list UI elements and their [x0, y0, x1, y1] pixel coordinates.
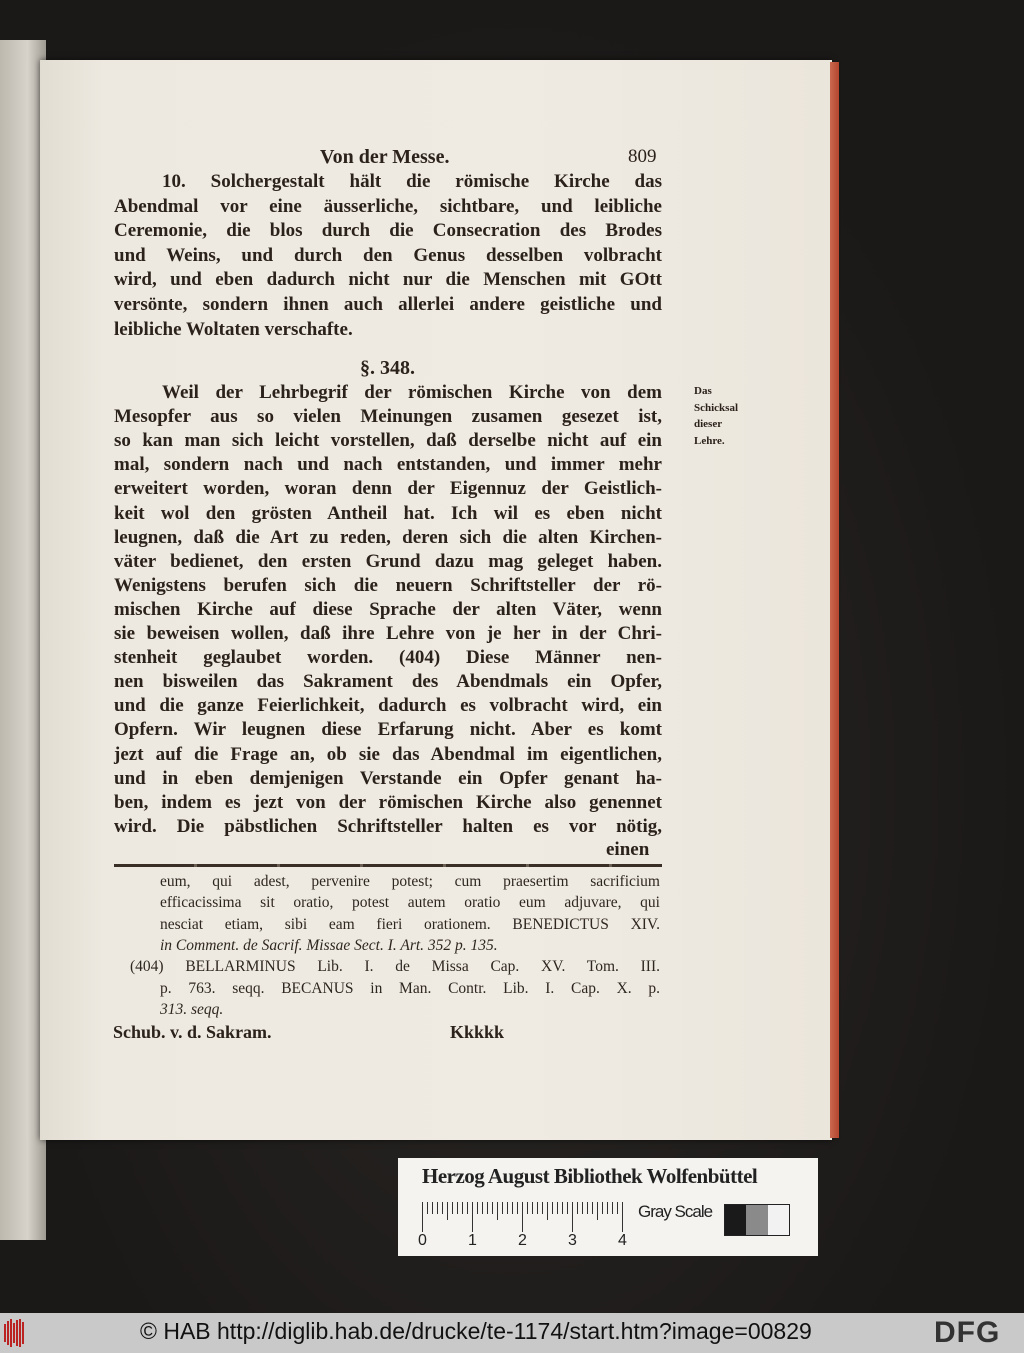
paragraph1-line: und Weins, und durch den Genus desselben volbracht — [114, 244, 662, 266]
footnote-rule — [114, 864, 662, 867]
paragraph2-line: jezt auf die Frage an, ob sie das Abendmal im eigentlichen, — [114, 743, 662, 765]
paragraph2-line: keit wol den grösten Antheil hat. Ich wil es eben nicht — [114, 502, 662, 524]
margin-note-line: Das — [694, 385, 712, 397]
paragraph2-line: und in eben demjenigen Verstande ein Opfer genant ha- — [114, 767, 662, 789]
ruler-tick — [602, 1202, 603, 1214]
copyright-url-link[interactable]: © HAB http://diglib.hab.de/drucke/te-1174/start.htm?image=00829 — [140, 1318, 812, 1344]
running-head: Von der Messe. — [320, 146, 450, 168]
ruler-tick — [507, 1202, 508, 1214]
gray-scale-swatch — [724, 1204, 790, 1236]
ruler-tick — [502, 1202, 503, 1214]
ruler-tick — [522, 1202, 523, 1232]
paragraph2-line: mal, sondern nach und nach entstanden, und immer mehr — [114, 454, 662, 476]
paragraph2-line: leugnen, daß die Art zu reden, deren sich die alten Kirchen- — [114, 526, 662, 548]
paragraph1-line: versönte, sondern ihnen auch allerlei andere geistliche und — [114, 294, 662, 315]
ruler-tick — [482, 1202, 483, 1214]
ruler-tick — [472, 1202, 473, 1232]
paragraph1-line: 10. Solchergestalt hält die römische Kirche das — [162, 171, 662, 192]
ruler-tick — [442, 1202, 443, 1214]
ruler-tick — [527, 1202, 528, 1214]
paragraph2-line: nen bisweilen das Sakrament des Abendmals ein Opfer, — [114, 671, 662, 693]
ruler-tick — [537, 1202, 538, 1214]
gray-scale-label: Gray Scale — [638, 1202, 713, 1221]
ruler-label: 4 — [618, 1232, 627, 1249]
paragraph2-line: mischen Kirche auf diese Sprache der alten Väter, wenn — [114, 598, 662, 620]
ruler-tick — [462, 1202, 463, 1214]
ruler-label: 3 — [568, 1232, 577, 1249]
footnote-line: nesciat etiam, sibi eam fieri orationem. BENEDICTUS XIV. — [160, 915, 660, 933]
paragraph1-line: leibliche Woltaten verschafte. — [114, 318, 353, 340]
ruler-tick — [582, 1202, 583, 1214]
ruler-tick — [577, 1202, 578, 1214]
ruler-label: 1 — [468, 1232, 477, 1249]
margin-note-line: Schicksal — [694, 401, 739, 414]
signature-line: Schub. v. d. Sakram. — [113, 1022, 272, 1042]
library-name: Herzog August Bibliothek Wolfenbüttel — [422, 1164, 758, 1188]
footnote-line: eum, qui adest, pervenire potest; cum praesertim sacrificium — [160, 873, 660, 890]
footnote-line: 313. seqq. — [160, 1000, 224, 1018]
paragraph2-line: ben, indem es jezt von der römischen Kirche also genennet — [114, 791, 662, 813]
ruler-tick — [597, 1202, 598, 1220]
paragraph2-line: stenheit geglaubet worden. (404) Diese Männer nen- — [114, 647, 662, 669]
page-number: 809 — [628, 146, 657, 167]
color-target-card — [398, 1158, 818, 1256]
paragraph2-line: Wenigstens berufen sich die neuern Schriftsteller der rö- — [114, 574, 662, 596]
margin-note-line: Lehre. — [694, 434, 725, 447]
ruler-tick — [547, 1202, 548, 1220]
paragraph2-line: Opfern. Wir leugnen diese Erfarung nicht. Aber es komt — [114, 719, 662, 741]
ruler-tick — [492, 1202, 493, 1214]
paragraph2-line: wird. Die päbstlichen Schriftsteller halten es vor nötig, — [114, 815, 662, 837]
paragraph2-line: und die ganze Feierlichkeit, dadurch es volbracht wird, ein — [114, 695, 662, 717]
dfg-logo: DFG — [934, 1316, 1001, 1349]
paragraph1-line: Abendmal vor eine äusserliche, sichtbare, und leibliche — [114, 195, 662, 217]
ruler-tick — [447, 1202, 448, 1220]
footnote-line: p. 763. seqq. BECANUS in Man. Contr. Lib. I. Cap. X. p. — [160, 979, 660, 997]
footnote-line: efficacissima sit oratio, potest autem oratio eum adjuvare, qui — [160, 894, 660, 912]
ruler-tick — [477, 1202, 478, 1214]
ruler-tick — [557, 1202, 558, 1214]
ruler-tick — [612, 1202, 613, 1214]
footer-bar — [0, 1313, 1024, 1353]
paragraph1-line: Ceremonie, die blos durch die Consecration des Brodes — [114, 220, 662, 242]
paragraph2-line: väter bedienet, den ersten Grund dazu mag geleget haben. — [114, 550, 662, 572]
ruler-tick — [542, 1202, 543, 1214]
paragraph2-line: sie beweisen wollen, daß ihre Lehre von je her in der Chri- — [114, 623, 662, 644]
paragraph1-line: wird, und eben dadurch nicht nur die Menschen mit GOtt — [114, 269, 662, 291]
paragraph2-line: so kan man sich leicht vorstellen, daß derselbe nicht auf ein — [114, 430, 662, 452]
ruler-tick — [562, 1202, 563, 1214]
ruler-tick — [592, 1202, 593, 1214]
margin-note-line: dieser — [694, 418, 723, 430]
ruler-tick — [617, 1202, 618, 1214]
gray-patch — [768, 1205, 789, 1235]
ruler-label: 0 — [418, 1232, 427, 1249]
catchword: einen — [606, 839, 650, 860]
section-heading: §. 348. — [360, 357, 415, 379]
gray-patch — [746, 1205, 767, 1235]
ruler-tick — [517, 1202, 518, 1214]
paragraph2-line: Mesopfer aus so vielen Meinungen zusamen gesezet ist, — [114, 406, 662, 428]
footnote-line: in Comment. de Sacrif. Missae Sect. I. Art. 352 p. 135. — [160, 936, 498, 954]
ruler-tick — [487, 1202, 488, 1214]
gray-patch — [725, 1205, 746, 1235]
red-page-edge — [830, 62, 839, 1138]
ruler-label: 2 — [518, 1232, 527, 1249]
signature-mark: Kkkkk — [450, 1022, 505, 1042]
paragraph2-line: Weil der Lehrbegrif der römischen Kirche von dem — [162, 382, 662, 403]
ruler-tick — [422, 1202, 423, 1232]
ruler-tick — [552, 1202, 553, 1214]
ruler-tick — [512, 1202, 513, 1214]
ruler-tick — [432, 1202, 433, 1214]
ruler-tick — [427, 1202, 428, 1214]
ruler-tick — [532, 1202, 533, 1214]
ruler-tick — [622, 1202, 623, 1232]
footnote-line: (404) BELLARMINUS Lib. I. de Missa Cap. XV. Tom. III. — [130, 958, 660, 976]
ruler-tick — [452, 1202, 453, 1214]
ruler-tick — [457, 1202, 458, 1214]
ruler-tick — [572, 1202, 573, 1232]
ruler-tick — [587, 1202, 588, 1214]
ruler-tick — [467, 1202, 468, 1214]
paragraph2-line: erweitert worden, woran denn der Eigennuz der Geistlich- — [114, 478, 662, 500]
ruler-tick — [567, 1202, 568, 1214]
ruler-tick — [607, 1202, 608, 1214]
hab-logo-icon — [4, 1319, 28, 1347]
ruler-tick — [437, 1202, 438, 1214]
ruler-tick — [497, 1202, 498, 1220]
